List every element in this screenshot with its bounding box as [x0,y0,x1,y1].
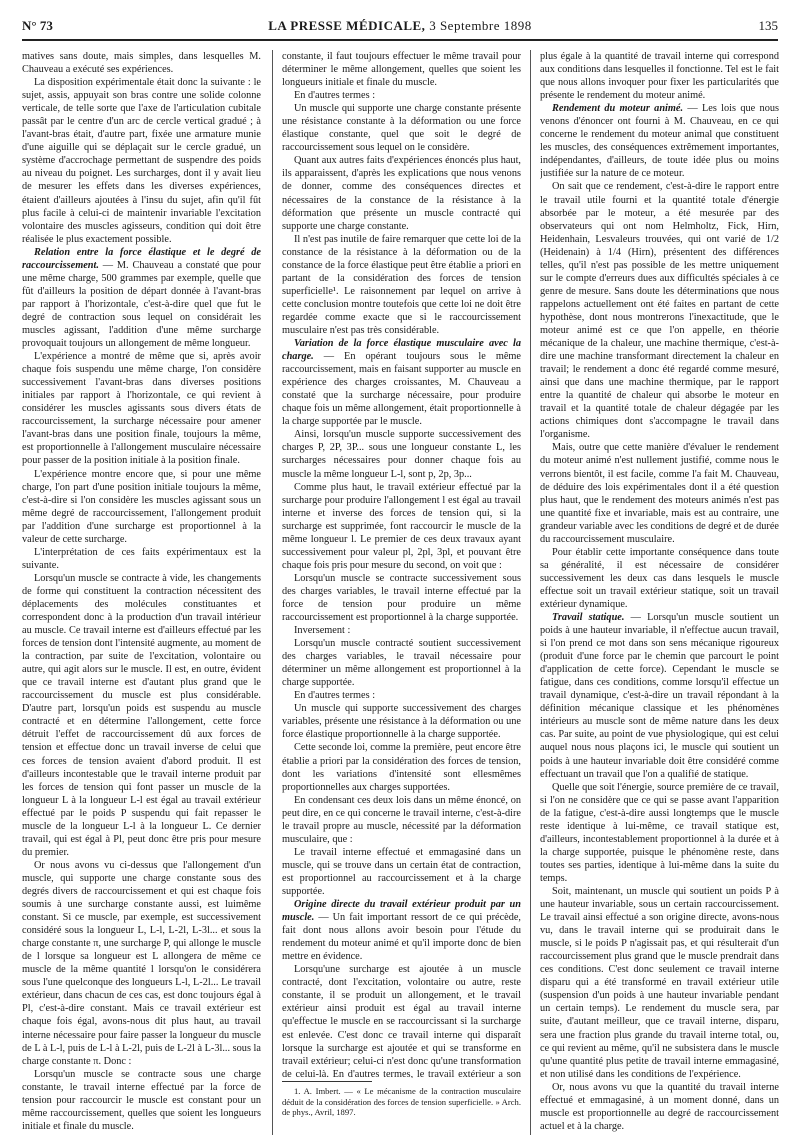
paragraph: Ainsi, lorsqu'un muscle supporte successivement des charges P, 2P, 3P... sous une longueur constante L, les surcharges nécessaires pour donner chaque fois au muscle la même longueur L-l, sont p, 2p, 3p... [282,429,521,480]
column-separator [530,50,531,1135]
paragraph: constante, il faut toujours effectuer le même travail pour déterminer le même allongement, quelles que soient les longueurs initiale et finale du muscle. [282,51,521,89]
journal-name: LA PRESSE MÉDICALE, [268,18,426,33]
footnote-rule [282,1081,372,1082]
paragraph: Lorsqu'une surcharge est ajoutée à un muscle contracté, dont l'excitation, volontaire ou autre, reste constante, il se produit un allongement, et le travail extérieur ainsi produit est égal au travail interne qu'effectue le muscle en se raccourcissant si la surcharge est enlevée. C'est donc ce travail interne qui disparaît lorsque la surcharge est ajoutée et qui se transforme en travail extérieur; celui-ci n'est donc qu'une transformation de celui-là. En d'autres termes, le travail extérieur a son [282,964,521,1078]
paragraph: Un muscle qui supporte successivement des charges variables, présente une résistance à la déformation ou une force élastique proportionnelle à la charge supportée. [282,703,521,741]
column-2 [282,50,521,1078]
paragraph [22,1133,261,1135]
paragraph: On sait que ce rendement, c'est-à-dire le rapport entre le travail utile fourni et la quantité totale d'énergie absorbée par le moteur, a été mesurée par des observateurs qui ont nom Helmholtz, Fick, Hirn, Heidenhain, Lesvaleurs trouvées, qui ont varié de 1/2 (Heidenain) à 1/4 (Hirn), présentent des différences telles, qu'il n'est pas possible de les mettre uniquement sur le compte d'erreurs dues aux difficultés spéciales à ce genre de mesure. Sans doute les déterminations que nous rappelons actuellement ont été faites en partant de cette hypothèse, dont nous montrerons l'inexactitude, que le moteur animé est ce que l'on appelle, en théorie mécanique de la chaleur, une machine thermique, c'est-à-dire une machine transformant directement la chaleur en travail; le rendement a donc été regardé comme mesuré, ainsi que dans une machine thermique, par le rapport entre la quantité de chaleur qui absorbe le moteur en travail et la quantité totale de chaleur dégagée par les actions chimiques dont s'accompagne le travail dans l'organisme. [540,181,779,441]
paragraph: Cette seconde loi, comme la première, peut encore être établie a priori par la considération des forces de tension, dont les variations d'intensité sont ellesmêmes proportionnelles aux charges supportées. [282,742,521,793]
paragraph: Lorsqu'un muscle se contracte à vide, les changements de forme qui constituent la contraction nécessitent des déplacements des molécules constituantes et correspondent donc à la production d'un travail intérieur au muscle. Ce travail interne est d'ailleurs effectué par les forces de tension dont l'intensité augmente, au moment de la contraction, par suite de l'excitation, volontaire ou autre, qui agit alors sur le muscle. Il est, en outre, évident que ce travail interne est d'autant plus grand que le raccourcissement du muscle est plus considérable. D'autre part, lorsqu'un poids est suspendu au muscle contracté et en détermine l'allongement, cette force détruit l'effet de raccourcissement dû aux forces de tension et effectue donc un travail inverse de celui que ces forces de tension avaient d'abord produit. Il est d'ailleurs incontestable que le travail interne produit par les forces de tension qui font passer un muscle de la longueur L à la longueur L-l est égal au travail extérieur effectué par le poids P suspendu qui fait repasser le muscle de la longueur L-l à la longueur L. Ce dernier travail, qui est égal à Pl, peut donc être pris pour mesure du premier. [22,572,261,858]
paragraph [540,611,779,781]
paragraph: Lorsqu'un muscle se contracte successivement sous des charges variables, le travail interne effectué par la force de tension pour produire un même raccourcissement est proportionnel à la charge supportée. [282,572,521,624]
column-3 [540,50,779,1135]
paragraph: Il n'est pas inutile de faire remarquer que cette loi de la constance de la résistance à la déformation ou de la constance de la force élastique peut être établie a priori en partant de la considération des forces de tension superficielle¹. Le raisonnement par lequel on arrive à cette conclusion montre toutefois que cette loi ne doit être regardée comme exacte que si le raccourcissement musculaire n'est pas très considérable. [282,233,521,336]
paragraph: Mais, outre que cette manière d'évaluer le rendement du moteur animé n'est nullement justifié, comme nous le verrons bientôt, il est facile, comme l'a fait M. Chauveau, de déduire des lois expérimentales dont il a été question plus haut, que le rendement des moteurs animés n'est pas une quantité fixe et invariable, mais est au contraire, une grandeur variable avec les conditions de degré et de durée du raccourcissement musculaire. [540,442,779,545]
paragraph: Comme plus haut, le travail extérieur effectué par la surcharge pour produire l'allongement l est égal au travail interne et inverse des forces de tension qui, si la surcharge est supprimée, font raccourcir le muscle de la même longueur l. Le premier de ces deux travaux ayant successivement pour valeur pl, 2pl, 3pl, et pouvant être chaque fois pris pour mesure du second, on voit que : [282,481,521,571]
paragraph: En condensant ces deux lois dans un même énoncé, on peut dire, en ce qui concerne le travail interne, c'est-à-dire le travail propre au muscle, nécessité par la déformation musculaire, que : [282,794,521,845]
paragraph: L'expérience a montré de même que si, après avoir chaque fois suspendu une même charge, l'on considère successivement l'avant-bras dans diverses positions initiales par rapport à l'horizontale, ce qui revient à considérer les muscles agissants sous divers états de raccourcissement, la surcharge nécessaire pour amener l'avant-bras dans une position finale, toujours la même, est proportionnelle à l'allongement musculaire nécessaire pour passer de la position initiale à la position finale. [22,351,261,467]
paragraph: Quelle que soit l'énergie, source première de ce travail, si l'on ne considère que ce qui se passe avant l'apparition de la fatigue, c'est-à-dire aussi longtemps que le muscle reste identique à lui-même, ce travail statique est, d'ailleurs, incontestablement proportionnel à la durée et à la charge supportée, puisque le phénomène reste, dans toutes ses parties, identique à lui-même dans la suite du temps. [540,781,779,884]
section-heading: Travail statique. [552,612,625,624]
paragraph [540,102,779,180]
journal-title [22,18,778,34]
page-header [22,18,778,36]
section-heading: Origine directe du travail extérieur produit par un muscle. [282,899,521,924]
footnote [282,1086,521,1118]
paragraph: Inversement : [294,625,351,637]
issue-date: 3 Septembre 1898 [429,18,532,33]
paragraph-text: — Les lois que nous venons d'énoncer ont fourni à M. Chauveau, en ce qui concerne le rendement du moteur animal que constituent les muscles, des conséquences extrêmement importantes, indépendantes, d'ailleurs, de toute idée plus ou moins justifiée sur la nature de ce moteur. [540,103,779,180]
paragraph-text: — Un fait important ressort de ce qui précède, fait dont nous allons avoir besoin pour l'étude du rendement du moteur animé et qu'il importe donc de bien mettre en évidence. [282,912,521,963]
section-heading: Relation entre la force élastique et le degré de raccourcissement. [22,246,261,271]
paragraph: La disposition expérimentale était donc la suivante : le sujet, assis, appuyait son bras contre une solide colonne verticale, de telle sorte que l'axe de l'articulation cubitale passât par le centre d'un arc de cercle vertical gradué ; à l'avant-bras était, d'autre part, fixée une armature munie d'une aiguille qui se déplaçait sur le cercle gradué, un système d'accrochage permettant de suspendre des poids au niveau du poignet. Les surcharges, dont il y avait lieu de mesurer les effets dans les diverses expériences, étaient d'ailleurs ajoutées à l'insu du sujet, afin qu'il fût plus facile à celui-ci de maintenir invariable l'excitation volontaire des muscles agisseurs, condition qui doit être réalisée le plus exactement possible. [22,77,261,245]
footnote-text: 1. A. Imbert. — « Le mécanisme de la contraction musculaire déduit de la considération des forces de tension superficielle. » Arch. de phys., Avril, 1897. [282,1086,521,1117]
paragraph-text: — En opérant toujours sous le même raccourcissement, mais en faisant supporter au muscle en expérience des charges croissantes, M. Chauveau a constaté que la surcharge nécessaire, pour produire chaque fois un même allongement, était proportionnelle à la charge supportée par le muscle. [282,351,521,428]
paragraph [282,337,521,428]
paragraph: Un muscle qui supporte une charge constante présente une résistance constante à la déformation ou une force élastique constante, quel que soit le degré de raccourcissement sous lequel on le considère. [282,103,521,154]
header-rule [22,39,778,41]
section-heading: Rendement du moteur animé. [552,103,684,115]
paragraph: Pour établir cette importante conséquence dans toute sa généralité, il est nécessaire de considérer successivement les deux cas dans lesquels le muscle effectue soit un travail extérieur statique, soit un travail extérieur dynamique. [540,546,779,610]
paragraph: Lorsqu'un muscle se contracte sous une charge constante, le travail interne effectué par la force de tension pour raccourcir le muscle est constant pour un même raccourcissement, quelles que soient les longueurs initiale et finale du muscle. [22,1068,261,1132]
page-number: 135 [758,18,778,33]
column-1 [22,50,261,1135]
paragraph: L'interprétation de ces faits expérimentaux est la suivante. [22,546,261,571]
paragraph: Soit, maintenant, un muscle qui soutient un poids P à une hauteur invariable, sous un certain raccourcissement. Le travail ainsi effectué a son origine directe, avons-nous vu, dans le travail interne qui se produirait dans le muscle, si le poids P n'agissait pas, et qui résulterait d'un raccourcissement plus grand que le muscle prendrait dans ces conditions. C'est donc seulement ce travail interne disparu qui a été transformé en travail extérieur utile (suspension d'un poids à une hauteur invariable pendant un certain temps). Le rendement du muscle sera, par suite, d'autant meilleur, que ce travail interne, disparu, sera une fraction plus grande du travail interne total, ou, ce qui revient au même, qu'il ne subsistera dans le muscle qu'une quantité plus petite de travail interne emmagasiné, et non utilisé dans les conditions de l'expérience. [540,886,779,1080]
paragraph-text: — Lorsqu'un muscle soutient un poids à une hauteur invariable, il n'effectue aucun travail, si l'on prend ce mot dans son sens mécanique rigoureux (produit d'une force par le chemin que parcourt le point d'application de cette force). Cependant le muscle se fatigue, dans ces conditions, comme lorsqu'il effectue un travail dynamique, c'est-à-dire un travail répondant à la définition mécanique classique et les phénomènes intérieurs au muscle sont de même nature dans les deux cas. Par suite, au point de vue physiologique, qui est celui auquel nous nous plaçons ici, le muscle qui soutient un poids à une hauteur invariable doit être considéré comme effectuant un travail que l'on a qualifié de statique. [540,612,779,780]
issue-number: N° 73 [22,18,53,33]
paragraph: Le travail interne effectué et emmagasiné dans un muscle, qui se trouve dans un certain état de contraction, est proportionnel au raccourcissement et à la charge supportée. [282,846,521,897]
paragraph: matives sans doute, mais simples, dans lesquelles M. Chauveau a exécuté ses expériences. [22,51,261,76]
paragraph: plus égale à la quantité de travail interne qui correspond aux conditions dans lesquelles il fonctionne. Tel est le fait que nous allons invoquer pour fixer les particularités que présente le rendement du moteur animé. [540,51,779,102]
paragraph: Quant aux autres faits d'expériences énoncés plus haut, ils apparaissent, d'après les explications que nous venons de donner, comme des conséquences directes et nécessaires de la constance de la résistance à la déformation que présente un muscle contracté qui supporte une charge constante. [282,155,521,232]
section-heading: Variation de la force élastique musculaire avec la charge. [282,338,521,363]
paragraph [22,246,261,350]
paragraph [282,898,521,963]
paragraph: En d'autres termes : [294,90,376,102]
paragraph: L'expérience montre encore que, si pour une même charge, l'on part d'une position initiale toujours la même, c'est-à-dire si l'on considère les muscles agissant sous un même degré de raccourcissement, l'allongement produit par l'addition d'une surcharge est proportionnel à la valeur de cette surcharge. [22,468,261,545]
column-separator [272,50,273,1135]
paragraph: Lorsqu'un muscle contracté soutient successivement des charges variables, le travail nécessaire pour déterminer un même allongement est proportionnel à la charge supportée. [282,638,521,689]
paragraph: En d'autres termes : [294,690,376,702]
paragraph: Or nous avons vu ci-dessus que l'allongement d'un muscle, qui supporte une charge constante sous des degrés divers de raccourcissement et qui est chaque fois soumis à une surcharge constante aussi, est luimême constant. Si ce muscle, par exemple, est successivement considéré sous la longueur L, L-l, L-2l, L-3l... et sous la charge constante π, une surcharge P, qui allonge le muscle de l lorsque sa longueur est L allongera de même ce muscle de la même quantité l lorsqu'on le considérera sous l'une quelconque des longueurs L-l, L-2l... Le travail extérieur, dans chacun de ces cas, est donc toujours égal à Pl, c'est-à-dire constant. Mais ce travail extérieur est chaque fois égal, avons-nous dit plus haut, au travail interne nécessaire pour faire passer la longueur du muscle de L à L-l, puis de L-l à L-2l, puis de L-2l à L-3l... sous la charge constante π. Donc : [22,859,261,1067]
paragraph: Or, nous avons vu que la quantité du travail interne effectué et emmagasiné, à un moment donné, dans un muscle est proportionnelle au degré de raccourcissement actuel et à la charge. [540,1081,779,1132]
paragraph-text: — M. Chauveau a constaté que pour une même charge, 500 grammes par exemple, quelle que fût d'ailleurs la position de départ donnée à l'avant-bras par rapport à l'horizontale, c'est-à-dire quel que fut le degré de contraction sous lequel on considérait les muscles agissant, l'addition d'une même surcharge provoquait toujours un allongement de même longueur. [22,259,261,350]
